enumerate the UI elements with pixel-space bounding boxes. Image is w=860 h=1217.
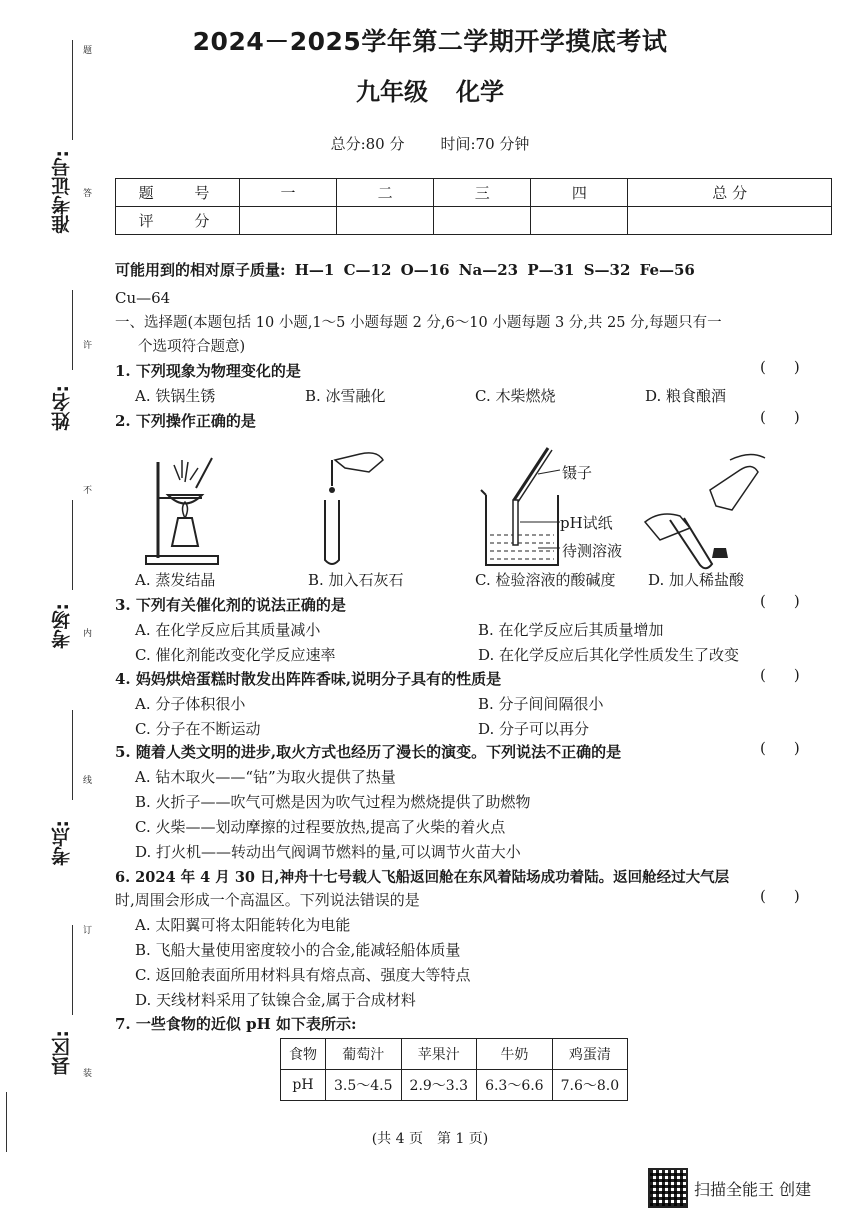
ph-table-header: 牛奶 xyxy=(477,1039,553,1070)
score-cell[interactable] xyxy=(337,207,434,235)
exam-meta xyxy=(0,133,860,154)
ph-table-header: 鸡蛋清 xyxy=(552,1039,628,1070)
score-table-header: 一 xyxy=(240,179,337,207)
score-cell[interactable] xyxy=(531,207,628,235)
binding-line xyxy=(72,710,73,800)
q1-option-d: D. 粮食酿酒 xyxy=(645,387,727,405)
q4-option-a: A. 分子体积很小 xyxy=(135,695,246,713)
q6-option-a: A. 太阳翼可将太阳能转化为电能 xyxy=(135,916,351,934)
score-table-header: 总 分 xyxy=(628,179,832,207)
q6-option-c: C. 返回舱表面所用材料具有熔点高、强度大等特点 xyxy=(135,966,471,984)
q3-stem: 3. 下列有关催化剂的说法正确的是 xyxy=(115,596,346,614)
total-score: 总分:80 分 xyxy=(330,135,405,153)
answer-paren: () xyxy=(760,666,828,684)
q3-option-a: A. 在化学反应后其质量减小 xyxy=(135,621,321,639)
subject: 化学 xyxy=(456,78,504,106)
add-hcl-figure xyxy=(640,450,770,570)
exam-time: 时间:70 分钟 xyxy=(440,135,530,153)
answer-paren: () xyxy=(760,408,828,426)
q2-option-d: D. 加人稀盐酸 xyxy=(648,571,745,589)
score-table xyxy=(115,178,832,235)
q6-stem-cont: 时,周围会形成一个高温区。下列说法错误的是 xyxy=(115,891,420,909)
ph-table-cell: 2.9～3.3 xyxy=(401,1070,477,1101)
evaporation-figure xyxy=(130,440,230,570)
q1-option-a: A. 铁锅生锈 xyxy=(135,387,216,405)
binding-mark: 题 xyxy=(81,45,91,54)
q1-option-b: B. 冰雪融化 xyxy=(305,387,386,405)
room-label: 考场: xyxy=(51,603,73,649)
q3-option-d: D. 在化学反应后其化学性质发生了改变 xyxy=(478,646,740,664)
grade: 九年级 xyxy=(356,78,428,106)
ph-table-cell: pH xyxy=(281,1070,326,1101)
answer-paren: () xyxy=(760,739,828,757)
q4-stem: 4. 妈妈烘焙蛋糕时散发出阵阵香味,说明分子具有的性质是 xyxy=(115,670,502,688)
q2-option-b: B. 加入石灰石 xyxy=(308,571,404,589)
ph-table xyxy=(280,1038,628,1101)
exam-title: 2024－2025学年第二学期开学摸底考试 xyxy=(192,27,668,56)
section-heading-cont: 个选项符合题意) xyxy=(138,339,246,355)
binding-mark: 装 xyxy=(81,1068,91,1077)
score-table-header: 四 xyxy=(531,179,628,207)
test-solution-label: 待测溶液 xyxy=(562,542,623,560)
binding-mark: 许 xyxy=(81,340,91,349)
ph-table-cell: 6.3～6.6 xyxy=(477,1070,553,1101)
q2-option-a: A. 蒸发结晶 xyxy=(135,571,216,589)
binding-mark: 线 xyxy=(81,775,91,784)
ph-table-cell: 7.6～8.0 xyxy=(552,1070,628,1101)
score-cell[interactable] xyxy=(434,207,531,235)
q4-option-b: B. 分子间间隔很小 xyxy=(478,695,604,713)
tweezers-label: 镊子 xyxy=(562,464,593,482)
q5-option-b: B. 火折子——吹气可燃是因为吹气过程为燃烧提供了助燃物 xyxy=(135,793,531,811)
qr-code-icon xyxy=(648,1168,688,1208)
q5-option-a: A. 钻木取火——“钻”为取火提供了热量 xyxy=(135,768,396,786)
binding-mark: 订 xyxy=(81,925,91,934)
q1-option-c: C. 木柴燃烧 xyxy=(475,387,556,405)
ph-table-header: 苹果汁 xyxy=(401,1039,477,1070)
section-heading: 一、选择题(本题包括 10 小题,1～5 小题每题 2 分,6～10 小题每题 3 分,共 25 分,每题只有一 xyxy=(115,315,722,331)
q7-stem: 7. 一些食物的近似 pH 如下表所示: xyxy=(115,1015,357,1033)
binding-mark: 不 xyxy=(81,485,91,494)
exam-subtitle xyxy=(0,72,860,107)
binding-line xyxy=(72,500,73,590)
q4-option-d: D. 分子可以再分 xyxy=(478,720,590,738)
district-label: 县区: xyxy=(51,1030,73,1076)
q6-option-d: D. 天线材料采用了钛镍合金,属于合成材料 xyxy=(135,991,416,1009)
q5-stem: 5. 随着人类文明的进步,取火方式也经历了漫长的演变。下列说法不正确的是 xyxy=(115,743,622,761)
binding-mark: 答 xyxy=(81,188,91,197)
q3-option-c: C. 催化剂能改变化学反应速率 xyxy=(135,646,336,664)
score-cell[interactable] xyxy=(628,207,832,235)
name-label: 姓名: xyxy=(51,385,73,431)
q4-option-c: C. 分子在不断运动 xyxy=(135,720,261,738)
atomic-masses-cont: Cu—64 xyxy=(115,289,171,307)
ph-table-header: 葡萄汁 xyxy=(326,1039,402,1070)
q1-stem: 1. 下列现象为物理变化的是 xyxy=(115,362,301,380)
ph-table-cell: 3.5～4.5 xyxy=(326,1070,402,1101)
page-footer: (共 4 页 第 1 页) xyxy=(371,1131,489,1147)
binding-mark: 内 xyxy=(81,628,91,637)
answer-paren: () xyxy=(760,887,828,905)
ph-table-header: 食物 xyxy=(281,1039,326,1070)
score-cell[interactable] xyxy=(240,207,337,235)
q2-option-c: C. 检验溶液的酸碱度 xyxy=(475,571,616,589)
q2-stem: 2. 下列操作正确的是 xyxy=(115,412,256,430)
exam-id-label: 准考证号: xyxy=(51,150,73,234)
ph-paper-label: pH试纸 xyxy=(560,514,613,532)
binding-line xyxy=(72,290,73,370)
watermark-text: 扫描全能王 创建 xyxy=(694,1179,812,1199)
q6-option-b: B. 飞船大量使用密度较小的合金,能减轻船体质量 xyxy=(135,941,461,959)
atomic-masses: 可能用到的相对原子质量: H—1 C—12 O—16 Na—23 P—31 S—32 Fe—56 xyxy=(115,261,695,279)
answer-paren: () xyxy=(760,358,828,376)
score-table-header: 三 xyxy=(434,179,531,207)
site-label: 考点: xyxy=(51,820,73,866)
score-table-header: 二 xyxy=(337,179,434,207)
binding-line xyxy=(72,925,73,1015)
score-row-label: 评 分 xyxy=(116,207,240,235)
q5-option-c: C. 火柴——划动摩擦的过程要放热,提高了火柴的着火点 xyxy=(135,818,506,836)
add-limestone-figure xyxy=(305,440,395,570)
answer-paren: () xyxy=(760,592,828,610)
q5-option-d: D. 打火机——转动出气阀调节燃料的量,可以调节火苗大小 xyxy=(135,843,521,861)
score-table-header: 题 号 xyxy=(116,179,240,207)
q3-option-b: B. 在化学反应后其质量增加 xyxy=(478,621,664,639)
q6-stem: 6. 2024 年 4 月 30 日,神舟十七号载人飞船返回舱在东风着陆场成功着陆。返回舱经过大气层 xyxy=(115,869,730,886)
scanner-watermark xyxy=(648,1168,811,1208)
